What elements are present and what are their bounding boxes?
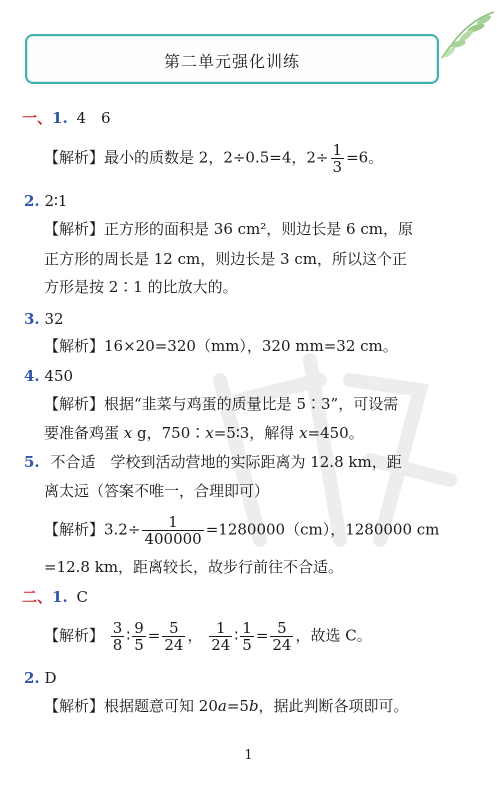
- item-5-answer-line-1: [24, 452, 402, 472]
- item-2-answer: [24, 191, 67, 211]
- item-3-answer: [24, 309, 64, 329]
- fraction: $\frac{5}{24}$: [272, 619, 292, 654]
- item-number: 3.: [24, 310, 40, 328]
- section-2-item-1-explanation: 【解析】 $\frac{3}{8}$ ∶ $\frac{9}{5}$ = $\frac{5}{24}$ ， $\frac{1}{24}$ ∶ $\frac{1}{5}$ = $\frac{5}{24}$ ，故选 C。: [44, 619, 372, 654]
- item-1-answer: [22, 108, 111, 128]
- answer-text: 450: [44, 367, 74, 385]
- item-1-explanation: 【解析】最小的质数是 2，2÷0.5=4，2÷ $\frac{1}{3}$ =6。: [44, 141, 384, 176]
- answer-text: 2∶1: [44, 192, 68, 210]
- item-2-explanation-line-2: 正方形的周长是 12 cm，则边长是 3 cm，所以这个正: [44, 250, 407, 268]
- leaf-decoration-icon: [436, 8, 496, 68]
- answer-text: 4 6: [76, 109, 111, 127]
- item-number: 2.: [24, 192, 40, 210]
- section-2-item-1-answer: [22, 587, 88, 607]
- fraction: $\frac{5}{24}$: [164, 619, 184, 654]
- answer-text: C: [76, 588, 88, 606]
- item-number: 1.: [52, 109, 68, 127]
- section-2-item-2-answer: [24, 668, 56, 688]
- item-2-explanation-line-1: 【解析】正方形的面积是 36 cm²，则边长是 6 cm，原: [44, 220, 413, 238]
- section-one-label: 一、: [22, 109, 53, 127]
- answer-text: D: [44, 669, 57, 687]
- page-number: 1: [244, 748, 253, 763]
- item-4-explanation-line-2: 要准备鸡蛋 x g，750∶x=5∶3，解得 x=450。: [44, 424, 364, 442]
- answer-text: 32: [44, 310, 64, 328]
- fraction: $\frac{1}{24}$: [211, 619, 231, 654]
- item-3-explanation: 【解析】16×20=320（mm），320 mm=32 cm。: [44, 337, 398, 355]
- section-2-item-2-explanation: 【解析】根据题意可知 20a=5b，据此判断各项即可。: [44, 697, 409, 715]
- page-title: 第二单元强化训练: [163, 52, 300, 71]
- item-5-explanation-line-2: =12.8 km，距离较长，故步行前往不合适。: [44, 558, 344, 576]
- item-number: 5.: [24, 453, 40, 471]
- item-number: 4.: [24, 367, 40, 385]
- fraction: $\frac{1}{3}$: [332, 141, 343, 176]
- item-5-explanation-line-1: 【解析】3.2÷ $\frac{1}{400000}$ =1280000（cm），1280000 cm: [44, 513, 440, 548]
- section-two-label: 二、: [22, 588, 53, 606]
- item-number: 1.: [52, 588, 68, 606]
- item-number: 2.: [24, 669, 40, 687]
- item-4-explanation-line-1: 【解析】根据“韭菜与鸡蛋的质量比是 5∶3”，可设需: [44, 395, 399, 413]
- item-2-explanation-line-3: 方形是按 2∶1 的比放大的。: [44, 278, 238, 296]
- item-5-answer-line-2: 离太远（答案不唯一，合理即可）: [44, 482, 270, 500]
- fraction: $\frac{3}{8}$: [112, 619, 123, 654]
- fraction: $\frac{9}{5}$: [134, 619, 144, 654]
- answer-text: 不合适 学校到活动营地的实际距离为 12.8 km，距: [50, 453, 402, 471]
- item-4-answer: [24, 366, 73, 386]
- title-box: [25, 34, 439, 84]
- fraction: $\frac{1}{400000}$: [144, 513, 202, 548]
- fraction: $\frac{1}{5}$: [242, 619, 252, 654]
